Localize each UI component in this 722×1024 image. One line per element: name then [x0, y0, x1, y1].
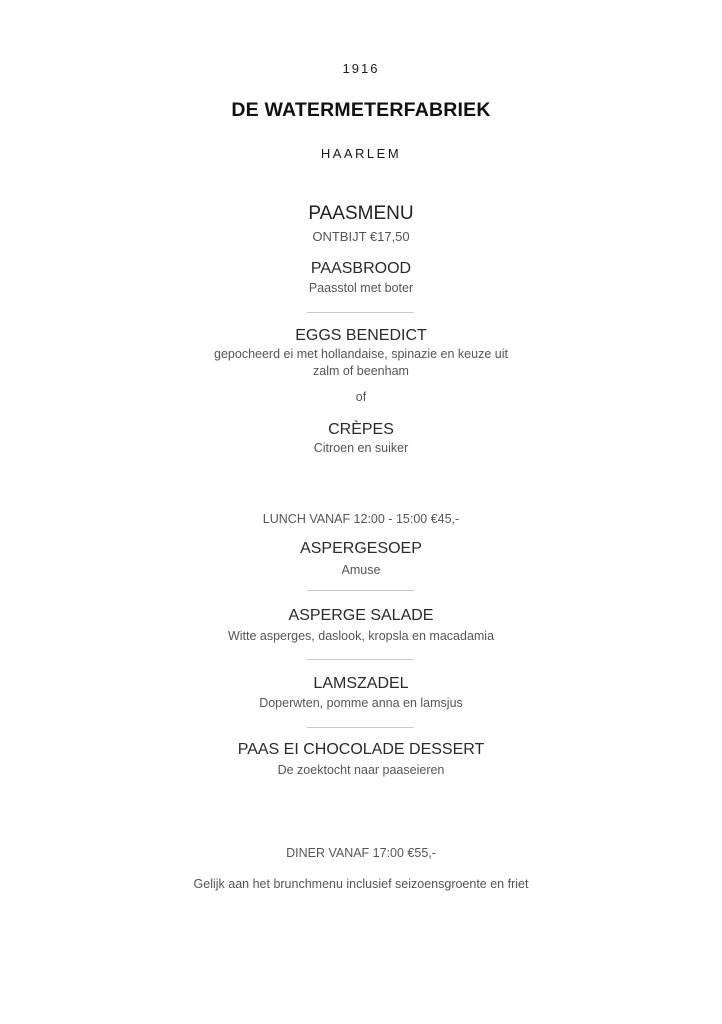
lunch-heading: LUNCH VANAF 12:00 - 15:00 €45,-: [262, 512, 460, 526]
dish-description: Doperwten, pomme anna en lamsjus: [259, 696, 463, 710]
or-label: of: [355, 390, 367, 404]
dish-description: Witte asperges, daslook, kropsla en macadamia: [227, 629, 495, 643]
dish-description: De zoektocht naar paaseieren: [277, 763, 445, 777]
dish-name: CRÈPES: [328, 421, 394, 438]
divider: [307, 727, 414, 728]
city: HAARLEM: [320, 146, 402, 161]
dish-name: ASPERGE SALADE: [288, 607, 434, 624]
dish-name: PAAS EI CHOCOLADE DESSERT: [237, 741, 485, 758]
divider: [307, 312, 414, 313]
year: 1916: [342, 61, 380, 76]
dish-description: Citroen en suiker: [313, 441, 409, 455]
breakfast-heading: ONTBIJT €17,50: [312, 229, 410, 244]
dish-description: Amuse: [341, 563, 381, 577]
dish-name: EGGS BENEDICT: [295, 327, 427, 344]
dish-name: ASPERGESOEP: [300, 540, 422, 557]
dish-description: gepocheerd ei met hollandaise, spinazie en keuze uit: [214, 347, 508, 361]
dish-name: LAMSZADEL: [313, 675, 409, 692]
dinner-note: Gelijk aan het brunchmenu inclusief seizoensgroente en friet: [193, 877, 529, 891]
dish-description: Paasstol met boter: [308, 281, 414, 295]
dish-description: zalm of beenham: [313, 364, 409, 378]
divider: [307, 659, 414, 660]
dish-name: PAASBROOD: [310, 260, 412, 277]
restaurant-name: DE WATERMETERFABRIEK: [231, 99, 491, 121]
divider: [307, 590, 414, 591]
menu-title: PAASMENU: [308, 203, 414, 224]
dinner-heading: DINER VANAF 17:00 €55,-: [286, 846, 436, 860]
